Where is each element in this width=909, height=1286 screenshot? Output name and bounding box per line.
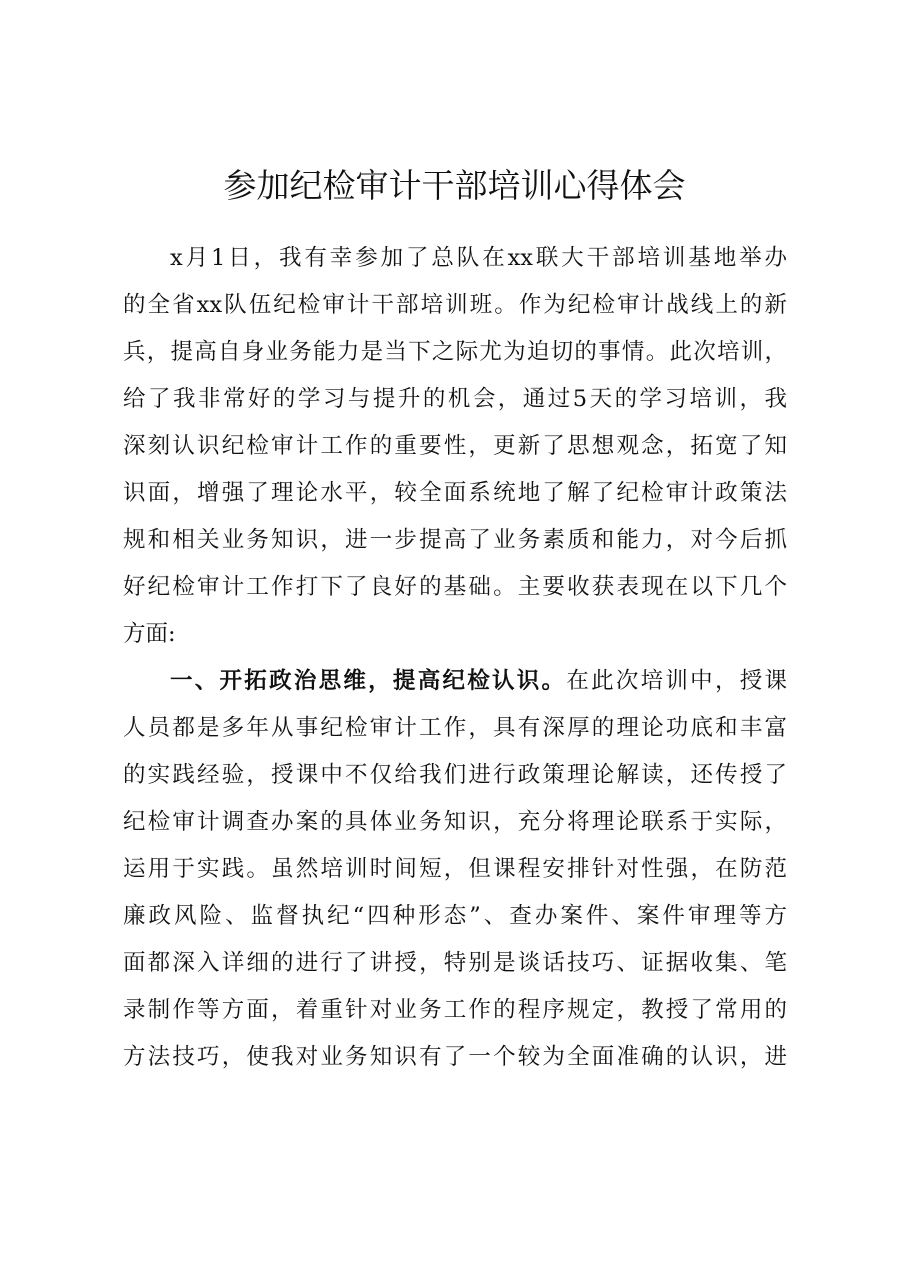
paragraph-line: 识面，增强了理论水平，较全面系统地了解了纪检审计政策法 bbox=[123, 480, 787, 506]
paragraph-line: 的实践经验，授课中不仅给我们进行政策理论解读，还传授了 bbox=[123, 762, 787, 788]
paragraph-line: 的全省xx队伍纪检审计干部培训班。作为纪检审计战线上的新 bbox=[123, 292, 787, 318]
paragraph-line: 纪检审计调查办案的具体业务知识，充分将理论联系于实际， bbox=[123, 809, 787, 835]
paragraph-line: 方法技巧，使我对业务知识有了一个较为全面准确的认识，进 bbox=[123, 1044, 787, 1070]
paragraph-line: 给了我非常好的学习与提升的机会，通过5天的学习培训，我 bbox=[123, 386, 787, 412]
document-body bbox=[123, 235, 787, 1081]
paragraph-line: 规和相关业务知识，进一步提高了业务素质和能力，对今后抓 bbox=[123, 527, 787, 553]
paragraph-line: 方面: bbox=[123, 621, 176, 647]
paragraph-line: 录制作等方面，着重针对业务工作的程序规定，教授了常用的 bbox=[123, 997, 787, 1023]
paragraph-line: 好纪检审计工作打下了良好的基础。主要收获表现在以下几个 bbox=[123, 574, 787, 600]
document-title: 参加纪检审计干部培训心得体会 bbox=[223, 166, 686, 205]
paragraph-line: 人员都是多年从事纪检审计工作，具有深厚的理论功底和丰富 bbox=[123, 715, 787, 741]
paragraph-2 bbox=[123, 658, 787, 1081]
paragraph-line: 深刻认识纪检审计工作的重要性，更新了思想观念，拓宽了知 bbox=[123, 433, 787, 459]
paragraph-line: x月1日，我有幸参加了总队在xx联大干部培训基地举办 bbox=[170, 245, 787, 271]
paragraph-1 bbox=[123, 235, 787, 658]
paragraph-line: 兵，提高自身业务能力是当下之际尤为迫切的事情。此次培训， bbox=[123, 339, 787, 365]
paragraph-line: 廉政风险、监督执纪“四种形态”、查办案件、案件审理等方 bbox=[123, 903, 787, 929]
paragraph-line: 面都深入详细的进行了讲授，特别是谈话技巧、证据收集、笔 bbox=[123, 950, 787, 976]
paragraph-first-line bbox=[123, 658, 787, 705]
paragraph-line: 运用于实践。虽然培训时间短，但课程安排针对性强，在防范 bbox=[123, 856, 787, 882]
section-heading: 一、开拓政治思维，提高纪检认识。 bbox=[170, 668, 567, 694]
paragraph-line-rest: 在此次培训中，授课 bbox=[566, 668, 787, 694]
